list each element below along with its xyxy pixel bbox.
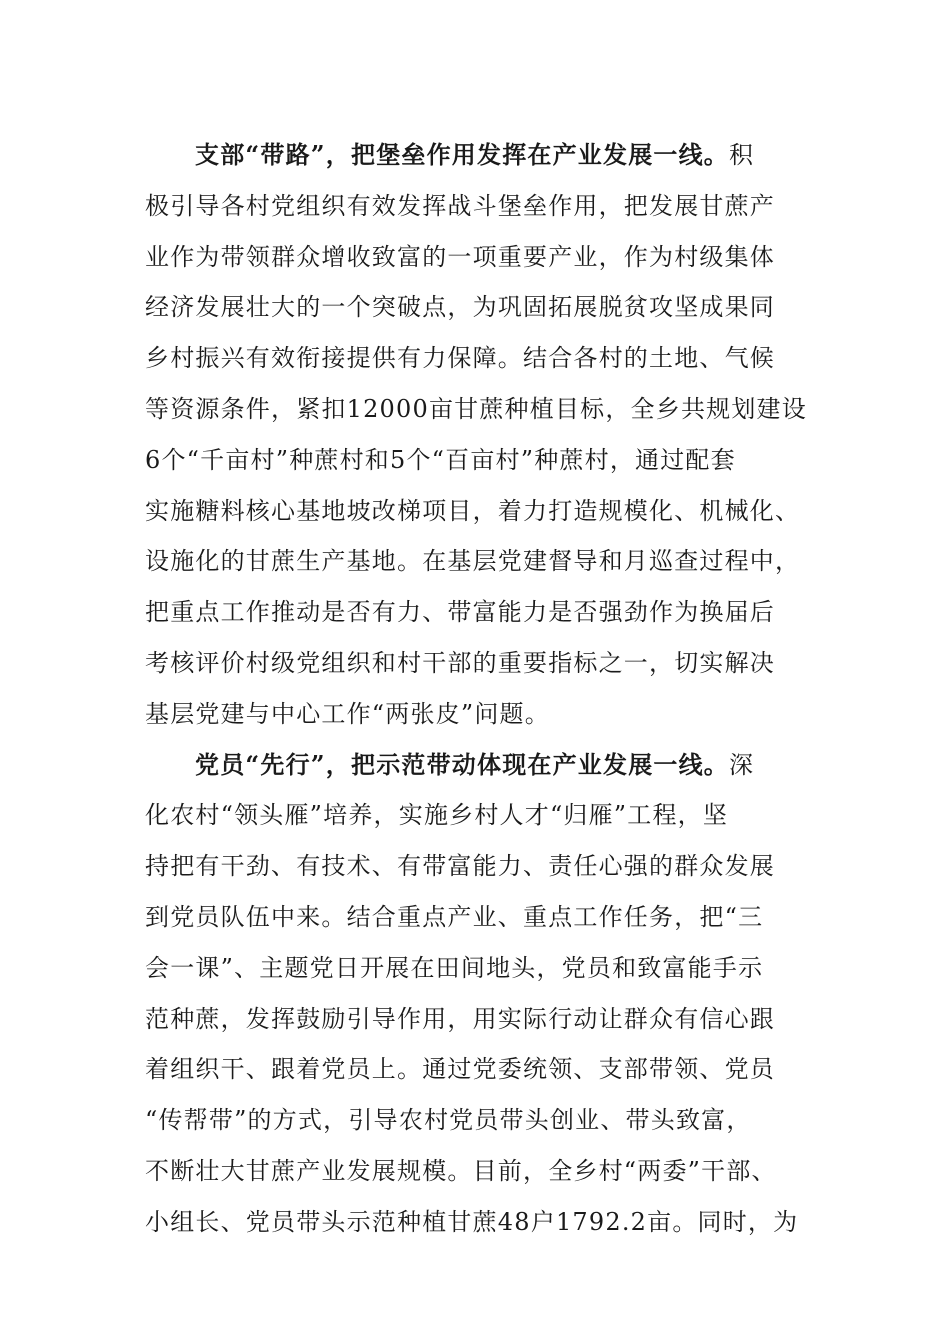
document-body <box>145 130 815 1248</box>
paragraph-1-line: 实施糖料核心基地坡改梯项目，着力打造规模化、机械化、 <box>145 496 801 525</box>
paragraph-1-first-line <box>145 130 815 181</box>
paragraph-1-line: 极引导各村党组织有效发挥战斗堡垒作用，把发展甘蔗产 <box>145 191 775 220</box>
paragraph-2-line: 持把有干劲、有技术、有带富能力、责任心强的群众发展 <box>145 852 775 881</box>
paragraph-1-heading: 支部“带路”，把堡垒作用发挥在产业发展一线。 <box>195 140 730 169</box>
paragraph-1-line: 考核评价村级党组织和村干部的重要指标之一，切实解决 <box>145 648 775 677</box>
paragraph-2-line: “传帮带”的方式，引导农村党员带头创业、带头致富， <box>145 1106 752 1135</box>
paragraph-2-line: 范种蔗，发挥鼓励引导作用，用实际行动让群众有信心跟 <box>145 1004 775 1033</box>
paragraph-2-line: 化农村“领头雁”培养，实施乡村人才“归雁”工程，坚 <box>145 801 729 830</box>
paragraph-1-line: 业作为带领群众增收致富的一项重要产业，作为村级集体 <box>145 242 775 271</box>
paragraph-1-line: 乡村振兴有效衔接提供有力保障。结合各村的土地、气候 <box>145 344 775 373</box>
paragraph-2-line: 到党员队伍中来。结合重点产业、重点工作任务，把“三 <box>145 902 764 931</box>
paragraph-1-line: 等资源条件，紧扣12000亩甘蔗种植目标，全乡共规划建设 <box>145 394 807 423</box>
paragraph-1-line: 6个“千亩村”种蔗村和5个“百亩村”种蔗村，通过配套 <box>145 445 736 474</box>
paragraph-2-text: 深 <box>729 750 755 779</box>
paragraph-1-line: 基层党建与中心工作“两张皮”问题。 <box>145 699 550 728</box>
paragraph-2-line: 小组长、党员带头示范种植甘蔗48户1792.2亩。同时，为 <box>145 1207 799 1236</box>
paragraph-1-line: 把重点工作推动是否有力、带富能力是否强劲作为换届后 <box>145 598 775 627</box>
paragraph-1-line: 设施化的甘蔗生产基地。在基层党建督导和月巡查过程中， <box>145 547 801 576</box>
paragraph-2-first-line <box>145 740 815 791</box>
paragraph-2-heading: 党员“先行”，把示范带动体现在产业发展一线。 <box>195 749 730 779</box>
paragraph-2-line: 会一课”、主题党日开展在田间地头，党员和致富能手示 <box>145 953 764 982</box>
paragraph-2-line: 着组织干、跟着党员上。通过党委统领、支部带领、党员 <box>145 1055 775 1084</box>
paragraph-1-text: 积 <box>729 141 755 169</box>
paragraph-2-line: 不断壮大甘蔗产业发展规模。目前，全乡村“两委”干部、 <box>145 1156 777 1185</box>
paragraph-1-line: 经济发展壮大的一个突破点，为巩固拓展脱贫攻坚成果同 <box>145 293 775 322</box>
